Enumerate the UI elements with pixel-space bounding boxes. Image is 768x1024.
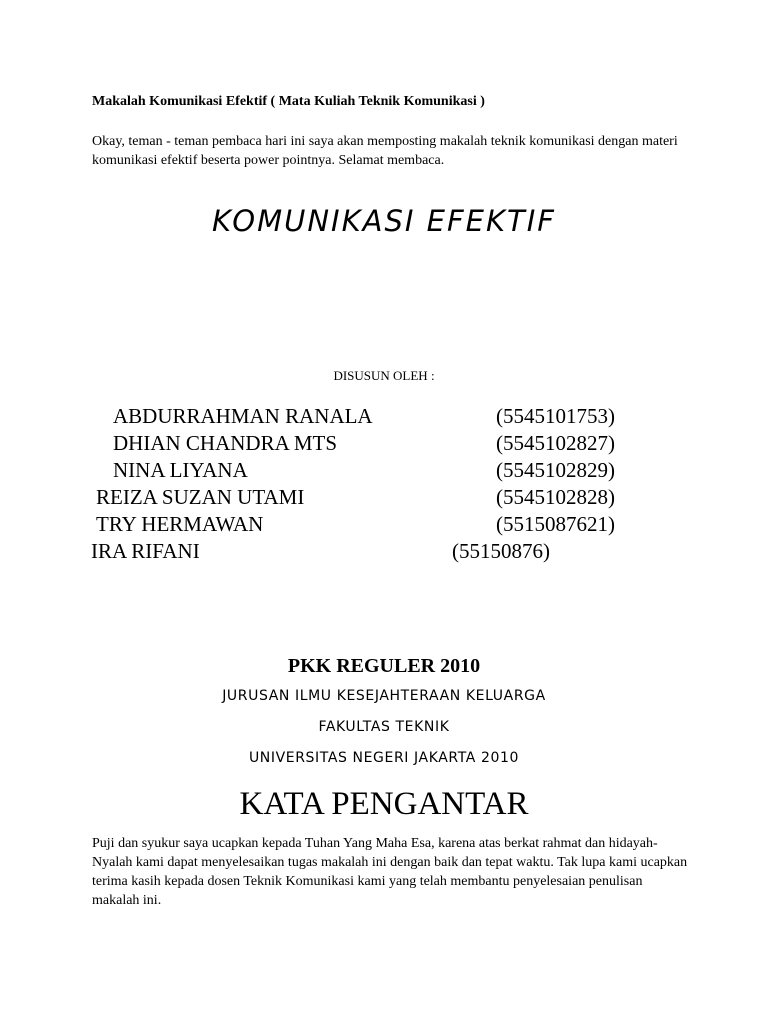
closing-paragraph: Puji dan syukur saya ucapkan kepada Tuhan Yang Maha Esa, karena atas berkat rahmat dan hidayah-Nyalah kami dapat menyelesaikan tugas makalah ini dengan baik dan tepat waktu. Tak lupa kami ucapkan terima kasih kepada dosen Teknik Komunikasi kami yang telah membantu penyelesaian penulisan makalah ini. xyxy=(92,836,688,908)
author-id: (55150876) xyxy=(452,539,550,563)
author-id: (5545102829) xyxy=(496,458,615,482)
document-heading: Makalah Komunikasi Efektif ( Mata Kuliah Teknik Komunikasi ) xyxy=(92,94,485,109)
section-title: KATA PENGANTAR xyxy=(239,786,529,822)
author-id: (5545101753) xyxy=(496,404,615,428)
program-title: PKK REGULER 2010 xyxy=(287,655,481,677)
author-name: REIZA SUZAN UTAMI xyxy=(96,485,305,509)
author-id: (5515087621) xyxy=(496,512,615,536)
compiled-by-label: DISUSUN OLEH : xyxy=(333,368,435,383)
author-name: TRY HERMAWAN xyxy=(96,512,264,536)
department-name: JURUSAN ILMU KESEJAHTERAAN KELUARGA xyxy=(222,688,546,704)
author-name: NINA LIYANA xyxy=(113,458,248,482)
author-id: (5545102828) xyxy=(496,485,615,509)
faculty-name: FAKULTAS TEKNIK xyxy=(318,719,450,735)
author-id: (5545102827) xyxy=(496,431,615,455)
university-name: UNIVERSITAS NEGERI JAKARTA 2010 xyxy=(248,750,520,766)
intro-paragraph: Okay, teman - teman pembaca hari ini saya akan memposting makalah teknik komunikasi dengan materi komunikasi efektif beserta power pointnya. Selamat membaca. xyxy=(92,134,678,168)
author-name: DHIAN CHANDRA MTS xyxy=(113,431,338,455)
main-title: KOMUNIKASI EFEKTIF xyxy=(212,204,556,238)
author-name: ABDURRAHMAN RANALA xyxy=(113,404,373,428)
author-name: IRA RIFANI xyxy=(91,539,200,563)
